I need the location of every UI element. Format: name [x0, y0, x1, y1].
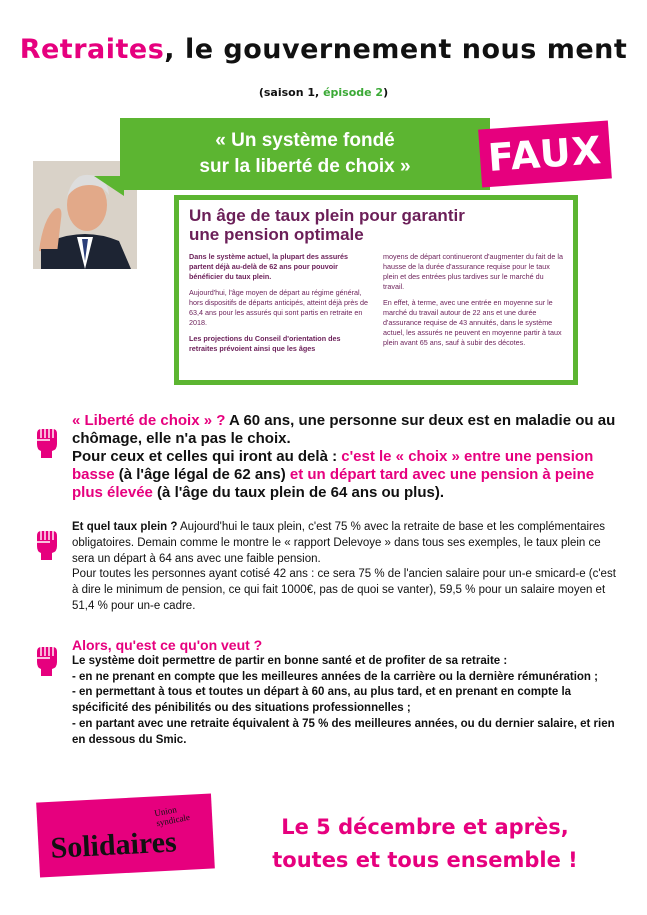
subtitle-episode: épisode 2 [323, 86, 384, 99]
page-title [0, 34, 647, 65]
section1-text: Pour ceux et celles qui iront au delà : [72, 448, 342, 465]
article-excerpt [174, 195, 578, 385]
section1-pink: c'est le « choix » entre une pension basse [72, 448, 594, 483]
section2-text: Pour toutes les personnes ayant cotisé 42 ans : ce sera 75 % de l'ancien salaire pour un-e smicard-e (c'est à dire le minimum de pension, ce qui fait 1000€, pas de quoi se vanter), 59,5 % pour un salaire moyen et 51,4 % pour un-e cadre. [72, 568, 616, 612]
article-paragraph: En effet, à terme, avec une entrée en moyenne sur le marché du travail autour de 22 ans et une durée d'assurance requise de 43 annuités, dans le système actuel, les assurés ne peuvent en moyenne partir à taux plein avant 65 ans, sauf à subir des décotes. [383, 298, 562, 347]
section3-heading: Alors, qu'est ce qu'on veut ? [72, 637, 263, 653]
section1-text: (à l'âge légal de 62 ans) [114, 466, 290, 483]
article-columns [189, 252, 563, 360]
title-rest: , le gouvernement nous ment [164, 34, 628, 65]
faux-stamp: FAUX [478, 121, 612, 188]
logo-name: Solidaires [49, 825, 178, 865]
section-full-rate [72, 520, 617, 615]
section2-lead: Et quel taux plein ? [72, 521, 178, 533]
demand-item: - en partant avec une retraite équivalent à 75 % des meilleures années, ou du dernier salaire, et rien en dessous du Smic. [72, 717, 615, 746]
quote-line-2: sur la liberté de choix » [199, 156, 411, 177]
article-title [189, 206, 563, 244]
section-demands [72, 638, 617, 749]
section1-text: A 60 ans, une personne sur deux est en maladie ou au chômage, elle n'a pas le choix. [72, 412, 616, 447]
raised-fist-icon [32, 526, 60, 560]
section1-text: (à l'âge du taux plein de 64 ans ou plus). [152, 484, 445, 501]
section1-pink: et un départ tard avec une pension à peine plus élevée [72, 466, 595, 501]
title-highlight: Retraites [19, 34, 165, 65]
section3-intro: Le système doit permettre de partir en bonne santé et de profiter de sa retraite : [72, 654, 508, 667]
logo-union-text: Union syndicale [153, 804, 191, 829]
article-paragraph: Dans le système actuel, la plupart des assurés partent déjà au-delà de 62 ans pour pouvoir bénéficier du taux plein. [189, 252, 348, 281]
subtitle [0, 86, 647, 99]
article-paragraph: moyens de départ continueront d'augmenter du fait de la hausse de la durée d'assurance requise pour le taux plein et des entrées plus tardives sur le marché du travail. [383, 252, 563, 291]
raised-fist-icon [32, 424, 60, 458]
section2-text: Aujourd'hui le taux plein, c'est 75 % avec la retraite de base et les complémentaires obligatoires. Demain comme le montre le « rapport Delevoye » dans tous ses exemples, le taux plein ce sera un départ à 64 ans avec une faible pension. [72, 521, 606, 565]
raised-fist-icon [32, 642, 60, 676]
quote-line-1: « Un système fondé [215, 130, 395, 151]
demand-item: - en permettant à tous et toutes un départ à 60 ans, au plus tard, et en prenant en compte la spécificité des pénibilités ou des situations professionnelles ; [72, 686, 572, 715]
subtitle-prefix: (saison 1, [258, 86, 324, 99]
article-paragraph: Les projections du Conseil d'orientation des retraites prévoient ainsi que les âges [189, 334, 341, 353]
section1-highlight: « Liberté de choix » ? [72, 412, 226, 429]
article-column-1 [189, 252, 369, 360]
article-title-line-1: Un âge de taux plein pour garantir [189, 206, 465, 225]
section-freedom-of-choice [72, 412, 617, 502]
closing-slogan [225, 811, 625, 877]
article-column-2 [383, 252, 563, 360]
closing-line-2: toutes et tous ensemble ! [272, 848, 578, 872]
article-title-line-2: une pension optimale [189, 225, 364, 244]
subtitle-suffix: ) [383, 86, 389, 99]
quote-bubble [120, 118, 490, 190]
closing-line-1: Le 5 décembre et après, [281, 815, 569, 839]
article-paragraph: Aujourd'hui, l'âge moyen de départ au régime général, hors dispositifs de départs anticipés, atteint déjà près de 63,4 ans pour les assurés qui sont partis en retraite en 2018. [189, 288, 368, 327]
demand-item: - en ne prenant en compte que les meilleures années de la carrière ou la dernière rémunération ; [72, 670, 598, 683]
solidaires-logo [36, 793, 215, 877]
